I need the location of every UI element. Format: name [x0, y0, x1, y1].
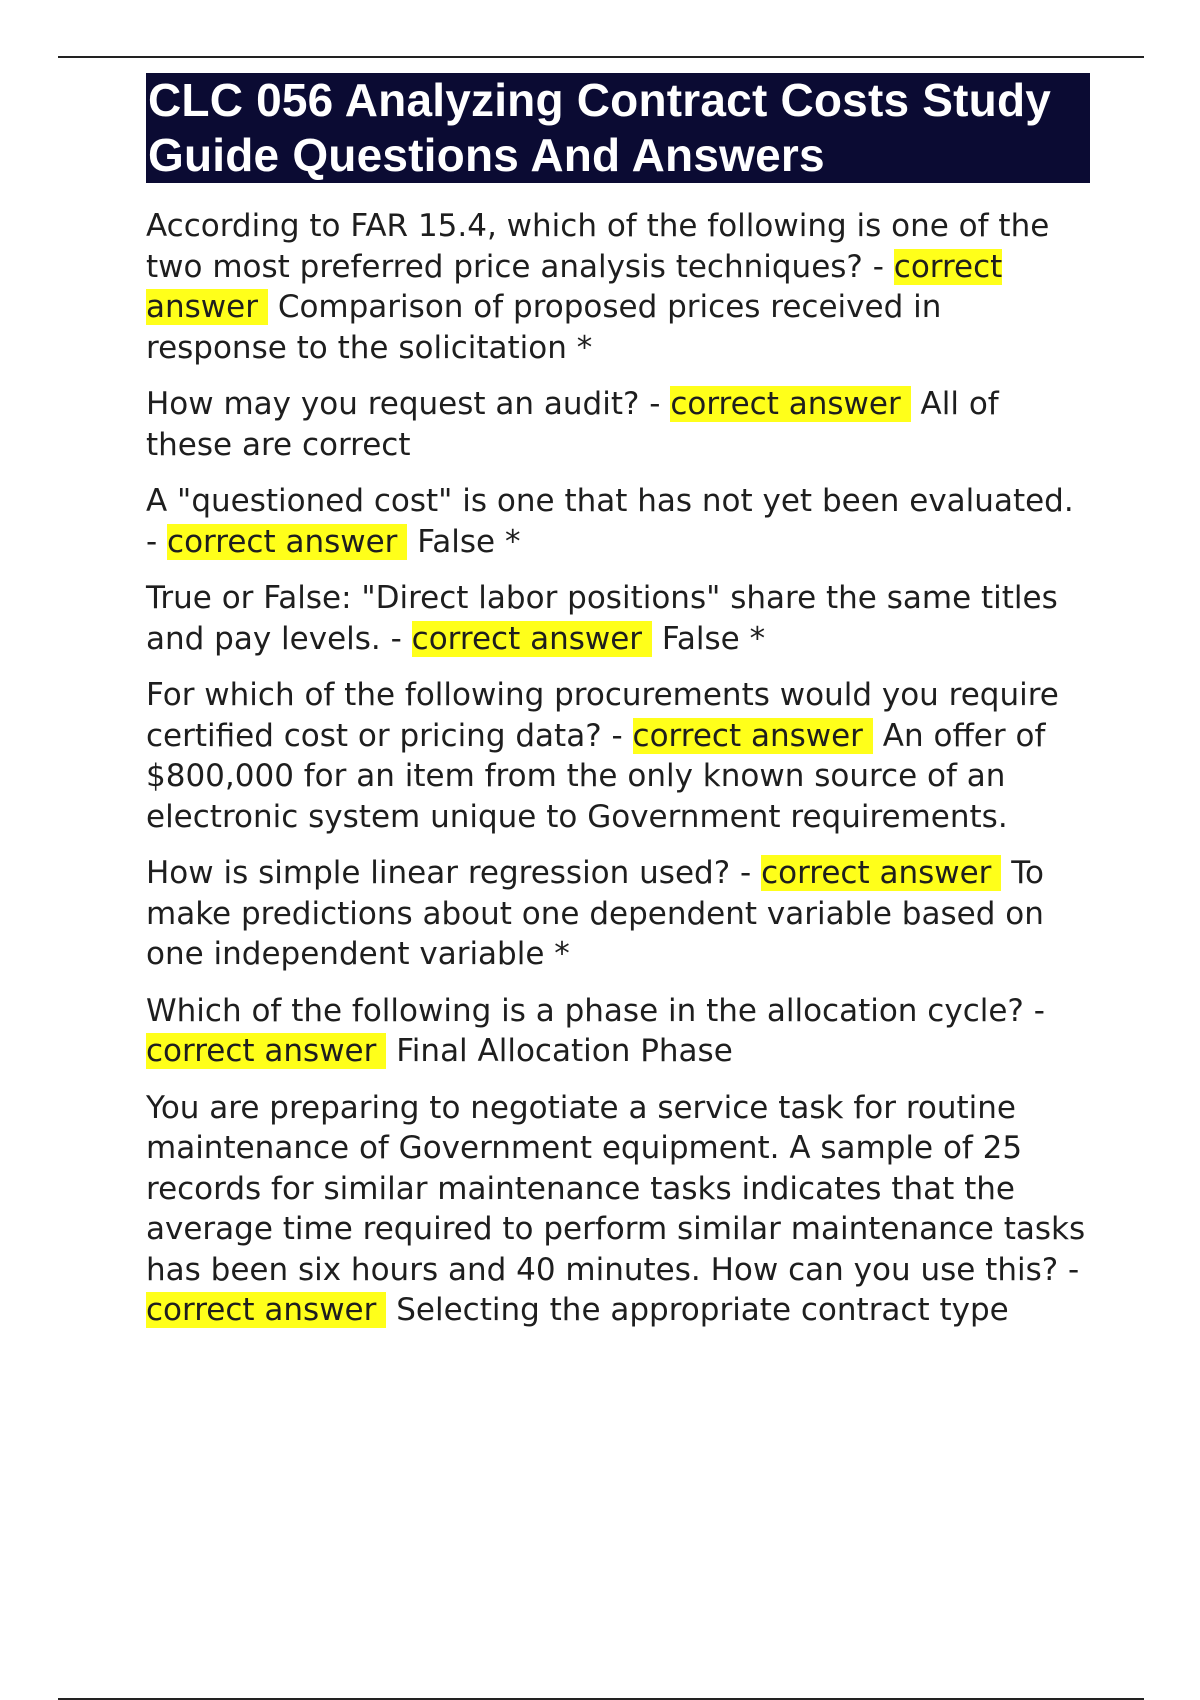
- correct-answer-marker: correct answer: [633, 718, 873, 754]
- correct-answer-marker: correct answer: [146, 1033, 386, 1069]
- question-text: Which of the following is a phase in the allocation cycle? -: [146, 992, 1045, 1029]
- top-rule: [58, 56, 1144, 58]
- correct-answer-marker: correct answer: [670, 386, 910, 422]
- qa-item-5: [146, 675, 1090, 837]
- question-text: You are preparing to negotiate a service task for routine maintenance of Government equipment. A sample of 25 records for similar maintenance tasks indicates that the average time required to perform similar maintenance tasks has been six hours and 40 minutes. How can you use this? -: [146, 1089, 1086, 1288]
- document-title: CLC 056 Analyzing Contract Costs Study Guide Questions And Answers: [146, 73, 1090, 183]
- correct-answer-marker: correct answer: [146, 1292, 386, 1328]
- correct-answer-marker: correct answer: [167, 524, 407, 560]
- answer-text: To make predictions about one dependent variable based on one independent variable *: [146, 855, 1044, 972]
- qa-item-6: [146, 853, 1090, 975]
- answer-text: An offer of $800,000 for an item from the only known source of an electronic system unique to Government requirements.: [146, 717, 1046, 835]
- question-text: For which of the following procurements would you require certified cost or pricing data? -: [146, 677, 1059, 754]
- question-text: A "questioned cost" is one that has not yet been evaluated. -: [146, 483, 1074, 560]
- question-text: How is simple linear regression used? -: [146, 855, 762, 891]
- qa-item-2: [146, 384, 1090, 465]
- answer-text: False *: [407, 523, 521, 560]
- correct-answer-marker: correct answer: [412, 621, 652, 657]
- qa-item-4: [146, 578, 1090, 659]
- qa-item-7: [146, 991, 1090, 1072]
- question-text: According to FAR 15.4, which of the following is one of the two most preferred price analysis techniques? -: [146, 208, 1050, 285]
- qa-item-1: [146, 206, 1090, 368]
- answer-text: Comparison of proposed prices received in response to the solicitation *: [146, 289, 942, 366]
- correct-answer-marker: correct answer: [761, 855, 1001, 891]
- question-text: How may you request an audit? -: [146, 386, 671, 422]
- qa-item-8: [146, 1088, 1090, 1331]
- answer-text: Final Allocation Phase: [386, 1033, 733, 1069]
- answer-text: Selecting the appropriate contract type: [386, 1292, 1009, 1328]
- answer-text: All of these are correct: [146, 386, 999, 463]
- correct-answer-marker: correct answer: [146, 248, 1003, 325]
- document-body: [146, 73, 1090, 1347]
- qa-item-3: [146, 481, 1090, 562]
- answer-text: False *: [652, 620, 766, 657]
- question-text: True or False: "Direct labor positions" share the same titles and pay levels. -: [146, 580, 1058, 657]
